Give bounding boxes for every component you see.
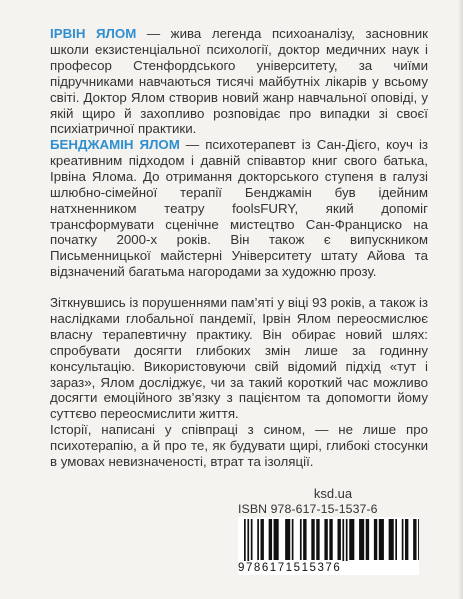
author-bio-irvin [50,26,432,137]
barcode-digits: 9786171515376 [238,561,419,575]
isbn-number: ISBN 978-617-15-1537-6 [238,502,378,516]
author-name-irvin: ІРВІН ЯЛОМ [50,26,137,41]
book-blurb [50,295,428,470]
barcode [238,517,419,575]
author-bio-benjamin [50,137,432,280]
blurb-paragraph-1: Зіткнувшись із порушеннями пам’яті у віці 93 років, а також із наслідками глобальної пандемії, Ірвін Ялом переосмислює власну терапевтичну практику. Він обирає новий шлях: спробувати досягти глибоких змін лише за годинну консультацію. Використовуючи свій відомий підхід «тут і зараз», Ялом досліджує, чи за такий короткий час можливо досягти емоційного зв’язку з пацієнтом та допомогти йому суттєво переосмислити життя. [50,295,428,422]
author-bio-irvin-text: — жива легенда психоаналізу, засновник школи екзистенціальної психології, доктор медичних наук і професор Стенфордського університету, за чиїми підручниками навчаються тисячі майбутніх лікарів у всьому світі. Доктор Ялом створив новий жанр навчальної оповіді, у якій щиро й захопливо розповідає про випадки зі своєї психіатричної практики. [50,26,432,137]
author-name-benjamin: БЕНДЖАМІН ЯЛОМ [50,137,180,152]
cover-edge [458,0,463,599]
blurb-paragraph-2: Історії, написані у співпраці з сином, — не лише про психотерапію, а й про те, як будувати щирі, глибокі стосунки в умовах невизначеності, втрат та ізоляції. [50,422,428,470]
author-bio-benjamin-text: — психотерапевт із Сан-Дієго, коуч із креативним підходом і давній співавтор книг свого батька, Ірвіна Ялома. До отримання докторського ступеня в галузі шлюбно-сімейної терапії Бенджамін був ідейним натхненником театру foolsFURY, який допоміг трансформувати сценічне мистецтво Сан-Франциско на початку 2000-х років. Він також є випускником Письменницької майстерні Університету штату Айова та відзначений багатьма нагородами за художню прозу. [50,137,432,280]
publisher-website: ksd.ua [313,486,353,501]
